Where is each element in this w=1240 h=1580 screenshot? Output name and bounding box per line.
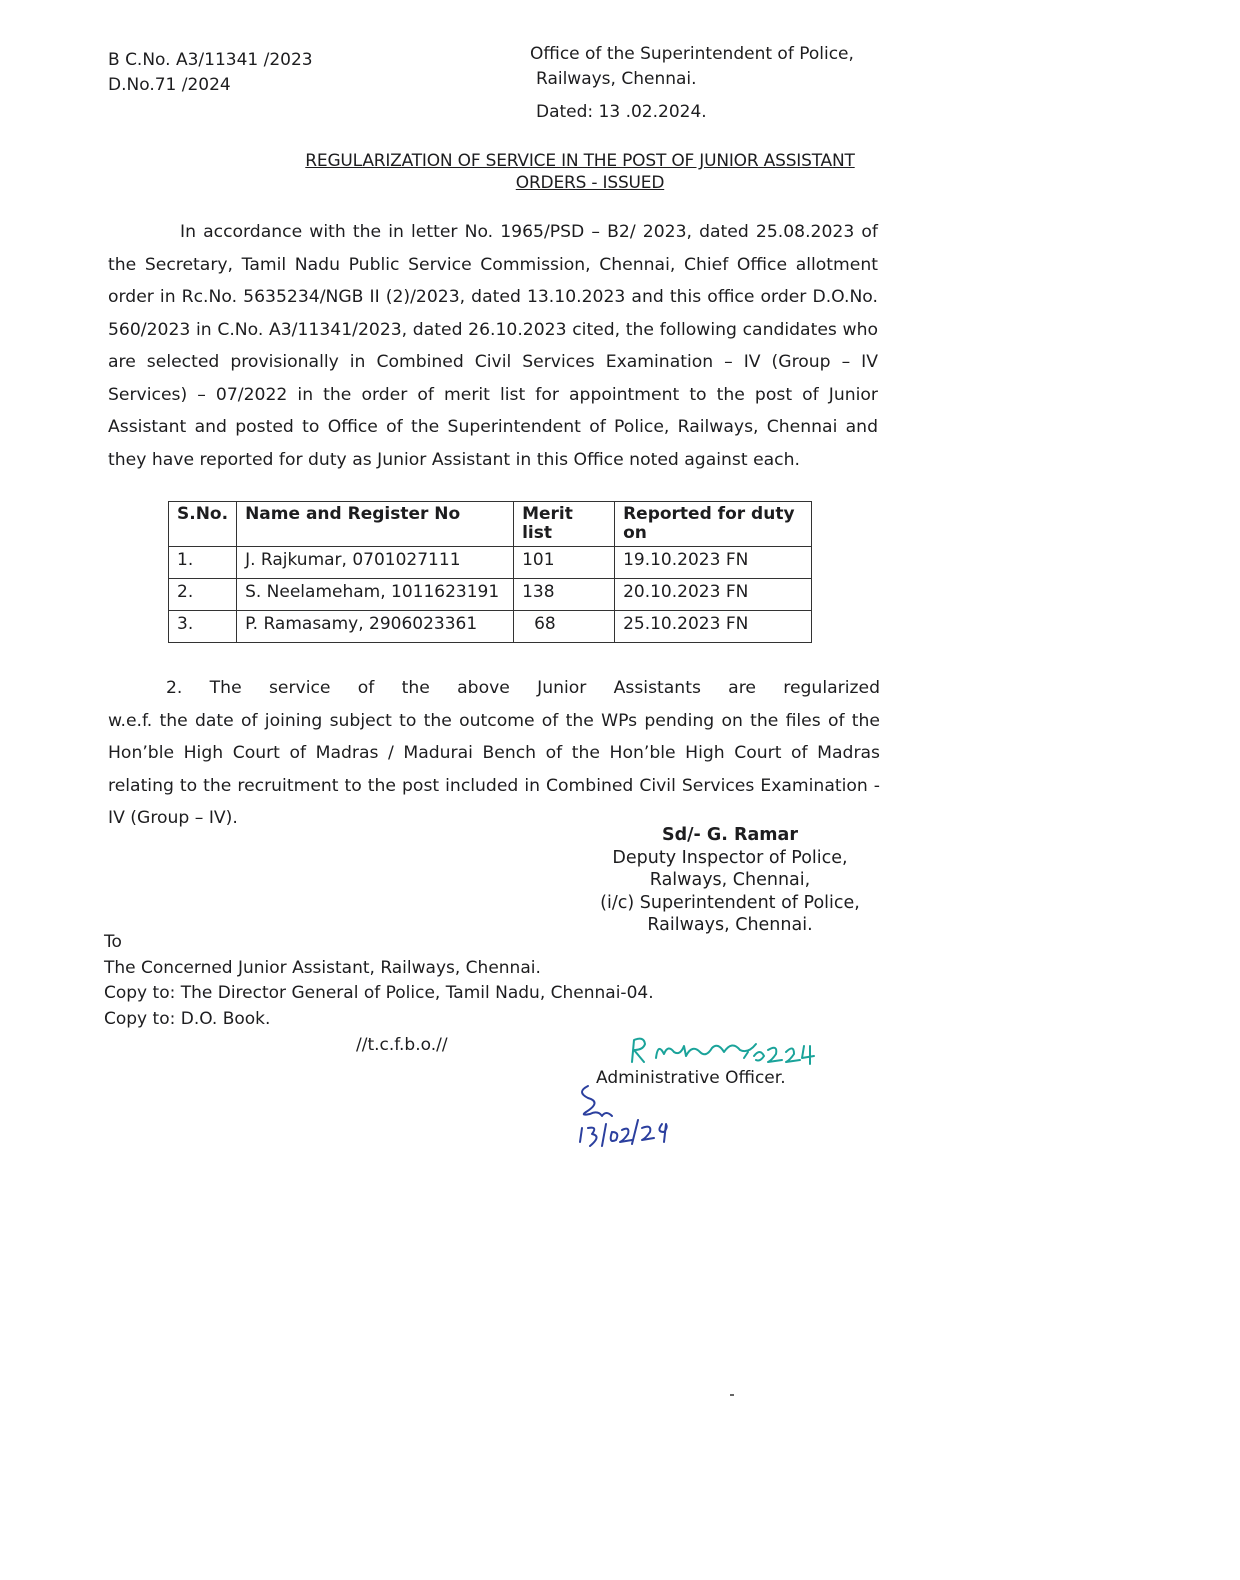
document-title bbox=[180, 150, 1000, 194]
address-to: To bbox=[104, 932, 122, 952]
header-sno: S.No. bbox=[169, 502, 237, 547]
paragraph-1-text: accordance with the in letter No. 1965/PSD – B2/ 2023, dated 25.08.2023 of the Secretary, Tamil Nadu Public Service Commission, Chennai, Chief Office allotment order in Rc.No. 5635234/NGB II (2)/2023, dated 13.10.2023 and this office order D.O.No. 560/2023 in C.No. A3/11341/2023, dated 26.10.2023 cited, the following candidates who are selected provisionally in Combined Civil Services Examination – IV (Group – IV Services) – 07/2022 in the order of merit list for appointment to the post of Junior Assistant and posted to Office of the Superintendent of Police, Railways, Chennai and they have reported for duty as Junior Assistant in this Office noted against each. bbox=[108, 222, 878, 470]
address-copy-1: Copy to: The Director General of Police, Tamil Nadu, Chennai-04. bbox=[104, 983, 654, 1003]
table-row bbox=[169, 611, 812, 643]
table-row bbox=[169, 579, 812, 611]
office-address bbox=[530, 42, 854, 125]
header-name: Name and Register No bbox=[237, 502, 514, 547]
cell-name: J. Rajkumar, 0701027111 bbox=[237, 547, 514, 579]
signatory-line-3: (i/c) Superintendent of Police, bbox=[600, 892, 860, 913]
cell-name: S. Neelameham, 1011623191 bbox=[237, 579, 514, 611]
paragraph-2 bbox=[108, 672, 880, 835]
cell-sno: 3. bbox=[169, 611, 237, 643]
cell-merit: 68 bbox=[514, 611, 615, 643]
paragraph-2-lead: 2. The service of the above Junior Assistants are regularized bbox=[166, 678, 880, 698]
candidates-table bbox=[168, 501, 812, 643]
tcfbo-mark: //t.c.f.b.o.// bbox=[356, 1035, 448, 1055]
cell-name: P. Ramasamy, 2906023361 bbox=[237, 611, 514, 643]
paragraph-1-first-word: In bbox=[180, 222, 196, 242]
address-block bbox=[104, 930, 654, 1032]
signature-block bbox=[600, 824, 860, 937]
reference-numbers bbox=[108, 48, 313, 98]
cell-merit: 101 bbox=[514, 547, 615, 579]
address-recipient: The Concerned Junior Assistant, Railways, Chennai. bbox=[104, 957, 541, 978]
header-merit: Merit list bbox=[514, 502, 615, 547]
signatory-name: Sd/- G. Ramar bbox=[662, 825, 798, 845]
title-line-1: REGULARIZATION OF SERVICE IN THE POST OF JUNIOR ASSISTANT bbox=[305, 151, 855, 171]
ref-cno: B C.No. A3/11341 /2023 bbox=[108, 50, 313, 70]
cell-reported: 19.10.2023 FN bbox=[615, 547, 812, 579]
office-line-2: Railways, Chennai. bbox=[536, 69, 697, 89]
dated: Dated: 13 .02.2024. bbox=[536, 102, 707, 122]
office-line-1: Office of the Superintendent of Police, bbox=[530, 44, 854, 64]
signatory-line-2: Ralways, Chennai, bbox=[649, 870, 811, 890]
address-copy-2: Copy to: D.O. Book. bbox=[104, 1008, 271, 1029]
handwritten-initials-blue bbox=[572, 1076, 682, 1156]
cell-reported: 25.10.2023 FN bbox=[615, 611, 812, 643]
signatory-line-1: Deputy Inspector of Police, bbox=[612, 847, 848, 868]
table-header-row bbox=[169, 502, 812, 547]
handwritten-initials-teal bbox=[628, 1032, 818, 1070]
cell-merit: 138 bbox=[514, 579, 615, 611]
scan-speck bbox=[730, 1394, 734, 1396]
paragraph-1 bbox=[108, 216, 878, 476]
cell-sno: 1. bbox=[169, 547, 237, 579]
ref-dno: D.No.71 /2024 bbox=[108, 75, 231, 95]
cell-sno: 2. bbox=[169, 579, 237, 611]
header-reported: Reported for duty on bbox=[615, 502, 812, 547]
signatory-line-4: Railways, Chennai. bbox=[647, 915, 813, 935]
title-line-2: ORDERS - ISSUED bbox=[515, 173, 665, 193]
table-row bbox=[169, 547, 812, 579]
cell-reported: 20.10.2023 FN bbox=[615, 579, 812, 611]
administrative-officer: Administrative Officer. bbox=[596, 1068, 786, 1088]
paragraph-2-text: w.e.f. the date of joining subject to the outcome of the WPs pending on the files of the Hon’ble High Court of Madras / Madurai Bench of the Hon’ble High Court of Madras relating to the recruitment to the post included in Combined Civil Services Examination - IV (Group – IV). bbox=[108, 710, 880, 828]
